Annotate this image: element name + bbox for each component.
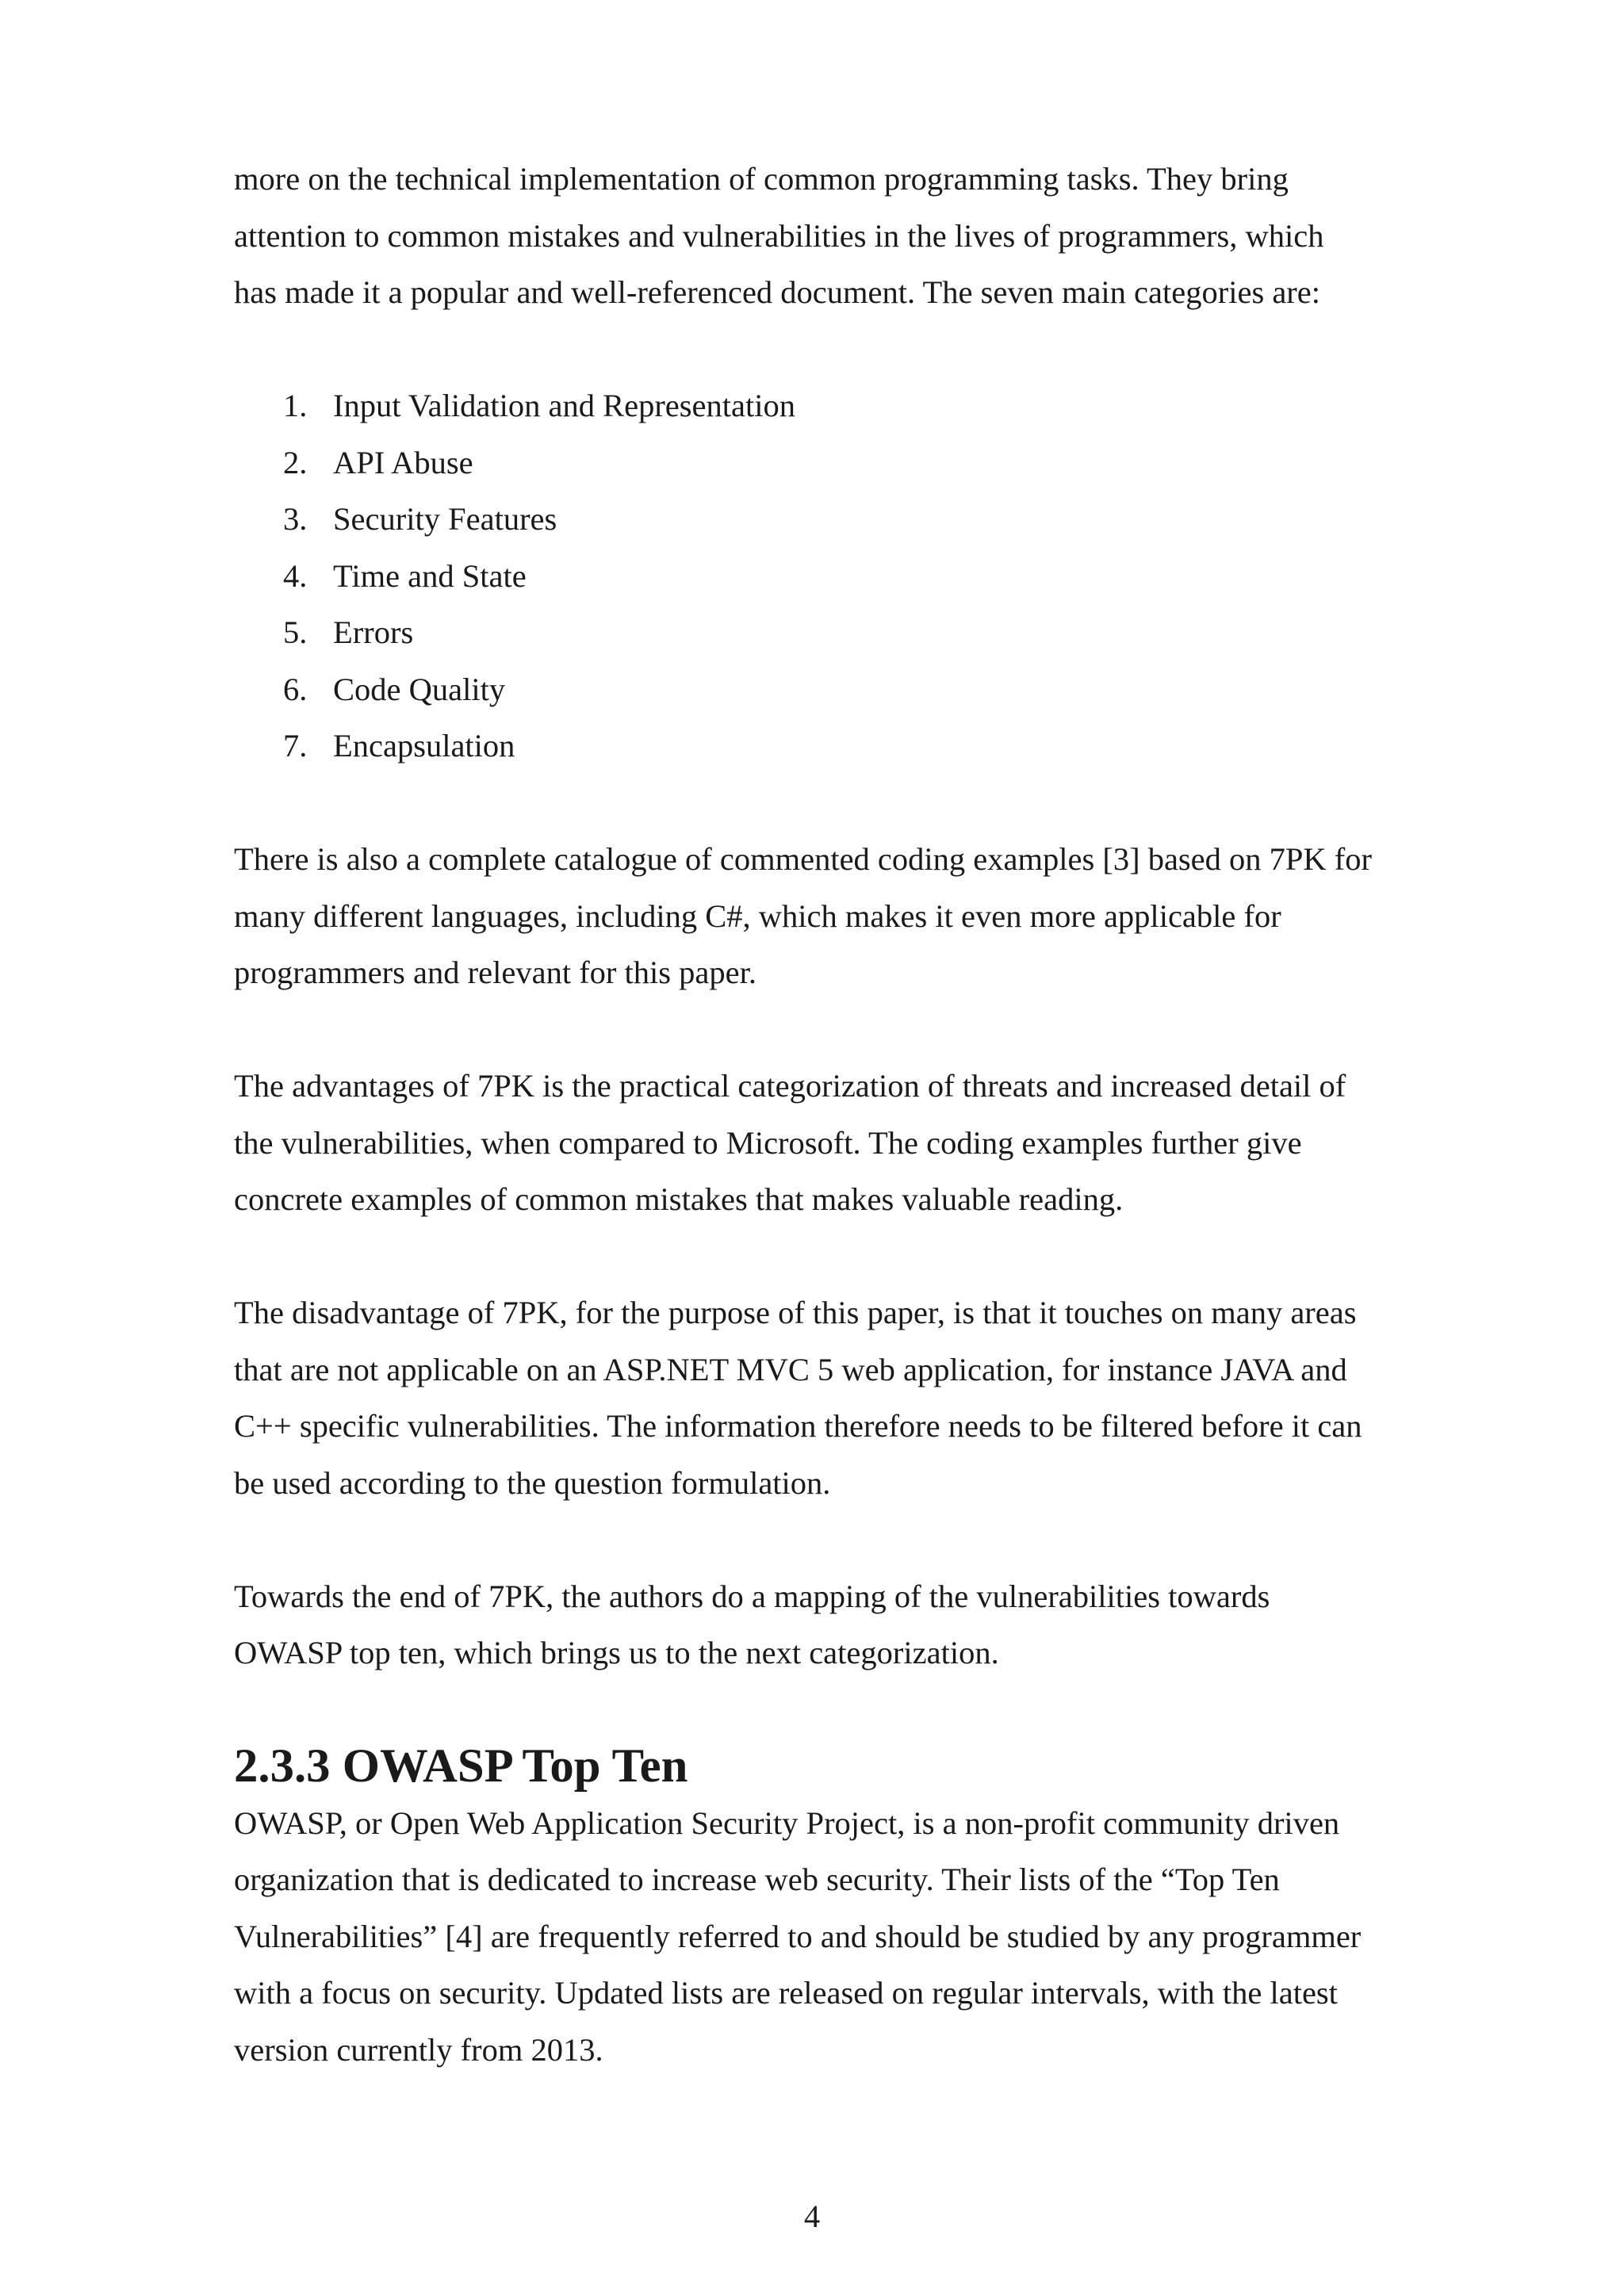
text-line: that are not applicable on an ASP.NET MVC 5 web application, for instance JAVA and xyxy=(234,1351,1347,1387)
text-line: There is also a complete catalogue of commented coding examples [3] based on 7PK for xyxy=(234,841,1373,877)
text-line: version currently from 2013. xyxy=(234,2031,603,2068)
page-number: 4 xyxy=(803,2198,821,2234)
list-number: 4. xyxy=(283,557,308,594)
list-label: Time and State xyxy=(333,557,527,594)
list-label: Encapsulation xyxy=(333,728,515,763)
advantages-paragraph xyxy=(234,1058,1423,1228)
list-number: 2. xyxy=(283,444,308,480)
text-line: more on the technical implementation of common programming tasks. They bring xyxy=(234,161,1289,197)
page-body xyxy=(234,151,1423,2135)
mapping-paragraph xyxy=(234,1568,1423,1682)
text-line: the vulnerabilities, when compared to Microsoft. The coding examples further give xyxy=(234,1124,1302,1161)
list-number: 3. xyxy=(283,501,308,537)
text-line: Towards the end of 7PK, the authors do a mapping of the vulnerabilities towards xyxy=(234,1578,1270,1614)
text-line: many different languages, including C#, which makes it even more applicable for xyxy=(234,897,1281,934)
category-list xyxy=(234,377,1423,775)
list-label: Input Validation and Representation xyxy=(333,388,795,423)
list-number: 7. xyxy=(283,728,308,763)
list-item xyxy=(234,434,1423,492)
text-line: be used according to the question formulation. xyxy=(234,1464,831,1501)
text-line: with a focus on security. Updated lists are released on regular intervals, with the latest xyxy=(234,1975,1338,2011)
list-item xyxy=(234,661,1423,718)
text-line: concrete examples of common mistakes that makes valuable reading. xyxy=(234,1181,1124,1217)
text-line: programmers and relevant for this paper. xyxy=(234,955,757,990)
text-line: The advantages of 7PK is the practical categorization of threats and increased detail of xyxy=(234,1068,1346,1104)
text-line: attention to common mistakes and vulnerabilities in the lives of programmers, which xyxy=(234,217,1324,254)
section-heading: 2.3.3 OWASP Top Ten xyxy=(234,1739,688,1793)
text-line: OWASP top ten, which brings us to the next categorization. xyxy=(234,1635,999,1670)
list-item xyxy=(234,604,1423,661)
list-label: Errors xyxy=(333,614,414,650)
list-number: 6. xyxy=(283,671,308,707)
list-item xyxy=(234,718,1423,775)
text-line: The disadvantage of 7PK, for the purpose of this paper, is that it touches on many areas xyxy=(234,1295,1357,1330)
list-number: 5. xyxy=(283,614,308,650)
text-line: OWASP, or Open Web Application Security Project, is a non-profit community driven xyxy=(234,1804,1340,1841)
text-line: has made it a popular and well-referenced document. The seven main categories are: xyxy=(234,274,1321,310)
text-line: organization that is dedicated to increase web security. Their lists of the “Top Ten xyxy=(234,1862,1280,1897)
catalogue-paragraph xyxy=(234,831,1423,1001)
list-item xyxy=(234,548,1423,605)
list-number: 1. xyxy=(283,388,308,423)
list-label: Code Quality xyxy=(333,671,506,707)
owasp-paragraph xyxy=(234,1795,1423,2079)
list-label: API Abuse xyxy=(333,444,473,480)
text-line: C++ specific vulnerabilities. The information therefore needs to be filtered before it can xyxy=(234,1408,1362,1444)
list-label: Security Features xyxy=(333,501,557,537)
intro-paragraph xyxy=(234,151,1423,321)
list-item xyxy=(234,491,1423,548)
text-line: Vulnerabilities” [4] are frequently referred to and should be studied by any programmer xyxy=(234,1918,1362,1954)
list-item xyxy=(234,377,1423,434)
disadvantages-paragraph xyxy=(234,1284,1423,1511)
